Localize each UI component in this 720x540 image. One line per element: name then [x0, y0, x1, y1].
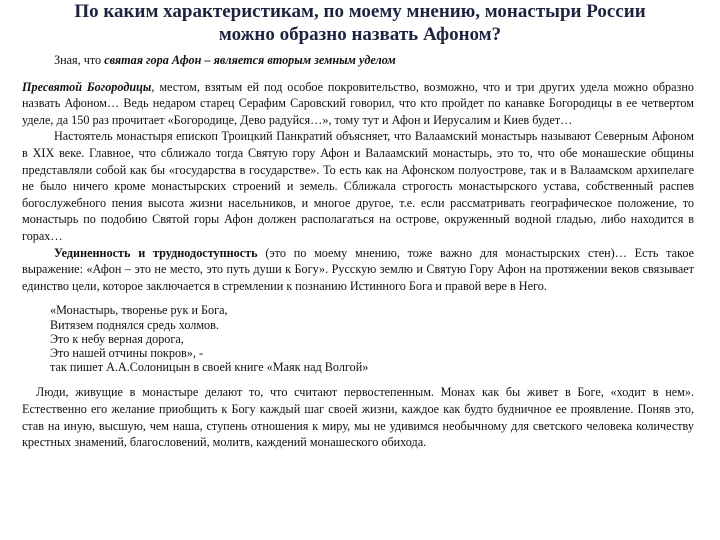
- paragraph-valaam: Настоятель монастыря епископ Троицкий Панкратий объясняет, что Валаамский монастырь называют Северным Афоном в XIX веке. Главное, что сближало тогда Святую гору Афон и Валаамский монастырь, это то, что обе монашеские общины представляли собой как бы «государства в государстве». То есть как на Афонском полуострове, так и в Валаамском архипелаге не было ничего кроме монастырских строений и земель. Сближала строгость монастырского устава, собственный распев богослужебного пения высота жизни насельников, и многое другое, т.е. если рассматривать географическое положение, то монастырь по подобию Святой горы Афон должен располагаться на острове, окруженный водной гладью, либо находится в горах…: [22, 129, 694, 243]
- title-line-2: можно образно назвать Афоном?: [218, 24, 502, 45]
- poem-line-4: Это нашей отчины покров», -: [50, 345, 204, 360]
- document-body: [22, 52, 694, 451]
- solitude-bold-lead: Уединенность и труднодоступность: [54, 245, 258, 260]
- intro-quote-part-1: святая гора Афон – является вторым земным уделом: [104, 53, 396, 67]
- poem-line-1: «Монастырь, творенье рук и Бога,: [50, 303, 228, 318]
- intro-rest: , местом, взятым ей под особое покровительство, возможно, что и три других удела можно образно назвать Афоном… Ведь недаром старец Серафим Саровский говорил, что кто пройдет по канавке Богородицы в ее четвертом уделе, да 150 раз прочитает «Богородице, Дево радуйся…», тому тут и Афон и Иерусалим и Киев будет…: [22, 79, 694, 127]
- paragraph-intro: [22, 52, 694, 128]
- poem-attribution: так пишет А.А.Солоницын в своей книге «Маяк над Волгой»: [50, 360, 369, 375]
- paragraph-solitude: [22, 245, 694, 295]
- paragraph-monks: Люди, живущие в монастыре делают то, что считают первостепенным. Монах как бы живет в Боге, «ходит в нем». Естественно его желание приобщить к Богу каждый шаг своей жизни, каждое как будто будничное ее проявление. Поняв это, став на иную, высшую, чем наша, ступень отношения к миру, мы не удивимся необычному для светского человека количеству крестных знамений, благословений, молитв, каждений монашеского обихода.: [22, 385, 694, 450]
- poem-line-2: Витязем поднялся средь холмов.: [50, 317, 219, 332]
- poem-line-3: Это к небу верная дорога,: [50, 331, 184, 346]
- solitude-text: (это по моему мнению, тоже важно для монастырских стен)… Есть такое выражение: «Афон – это не место, это путь души к Богу». Русскую землю и Святую Гору Афон на протяжении веков связывает единство цели, которое заключается в стремлении к познанию Истинного Бога и правой вере в Него.: [22, 245, 694, 293]
- title-line-1: По каким характеристикам, по моему мнению, монастыри России: [74, 1, 646, 22]
- page-title: [30, 0, 690, 46]
- intro-first-line: [22, 52, 694, 69]
- intro-quote-part-2: Пресвятой Богородицы: [22, 79, 152, 94]
- intro-lead: Зная, что: [54, 53, 105, 67]
- poem-quote: [50, 303, 694, 374]
